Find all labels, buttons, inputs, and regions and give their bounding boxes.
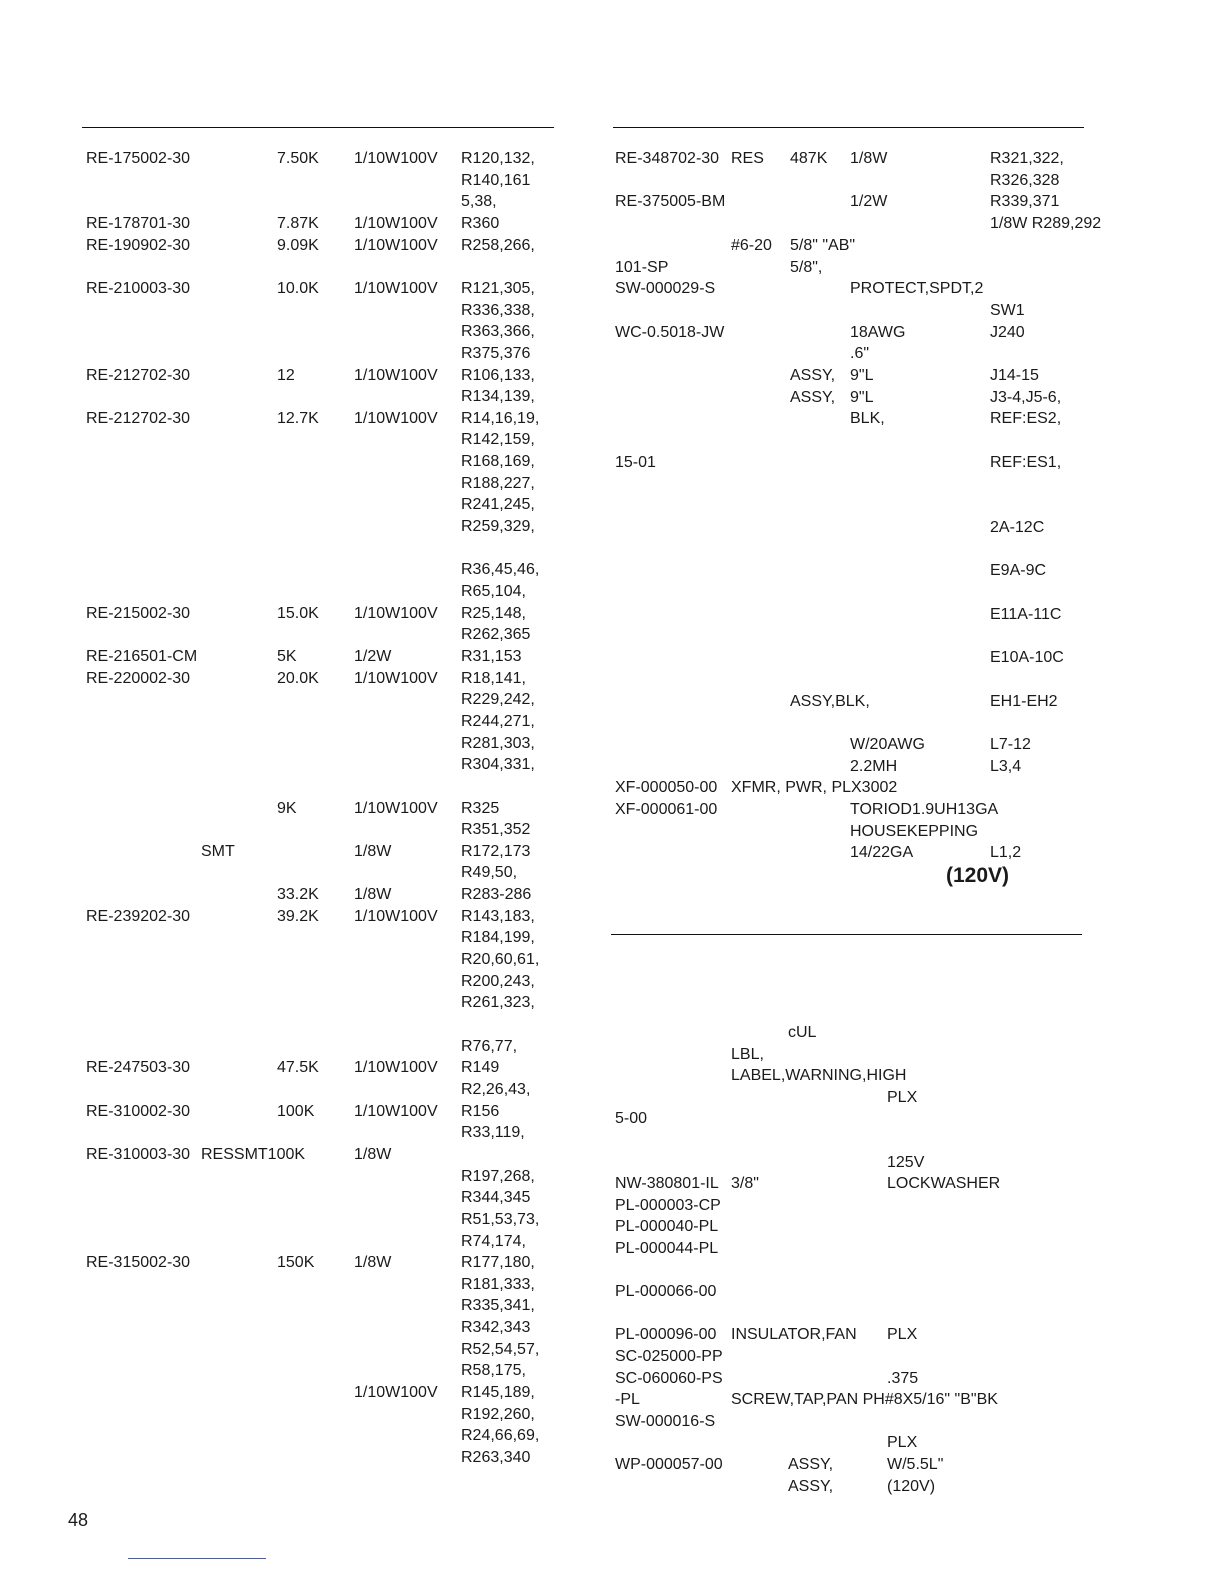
part-ref-text: R351,352 — [461, 821, 531, 839]
part-r-text: BLK, — [850, 410, 885, 428]
part-r-text: 1/10W100V — [354, 214, 438, 232]
part-p-text: SW-000016-S — [615, 1412, 716, 1430]
part-v-text: 9.09K — [277, 236, 319, 254]
part-r-text: 1/10W100V — [354, 907, 438, 925]
part-d-text: XFMR, PWR, PLX3002 — [731, 779, 898, 797]
part-v-text: cUL — [788, 1024, 817, 1041]
part-ref-text: R283-286 — [461, 886, 532, 904]
part-ref-text: R304,331, — [461, 756, 535, 774]
part-r-text: TORIOD1.9UH13GA — [850, 801, 999, 818]
part-ref-text: R244,271, — [461, 712, 535, 730]
part-r-text: 1/10W100V — [354, 409, 438, 427]
part-ref-text: R342,343 — [461, 1319, 531, 1337]
part-p-text: PL-000003-CP — [615, 1196, 721, 1214]
part-p-text: RE-215002-30 — [86, 604, 191, 622]
part-r-text: 9"L — [850, 388, 874, 406]
part-v-text: 5K — [277, 647, 297, 665]
part-ref-text: R25,148, — [461, 604, 526, 622]
left-header-rule — [82, 127, 554, 128]
part-ref-text: R336,338, — [461, 301, 535, 319]
part-v-text: ASSY, — [790, 367, 836, 384]
part-ref-text: R363,366, — [461, 323, 535, 341]
part-p-text: XF-000061-00 — [615, 801, 718, 818]
part-d-text: SCREW,TAP,PAN PH#8X5/16" "B"BK — [731, 1391, 998, 1409]
part-ref-text: R344,345 — [461, 1189, 531, 1207]
part-r-text: 1/8W — [354, 842, 392, 860]
part-p-text: 15-01 — [615, 453, 656, 471]
part-v-text: ASSY,BLK, — [790, 692, 870, 710]
part-r-text: PROTECT,SPDT,2 — [850, 280, 984, 298]
part-v-text: 39.2K — [277, 907, 319, 925]
part-v-text: 12.7K — [277, 409, 319, 427]
part-p-text: RE-210003-30 — [86, 279, 191, 297]
section-heading: (120V) — [946, 864, 1010, 887]
part-p-text: WP-000057-00 — [615, 1456, 723, 1473]
part-r-text: 1/10W100V — [354, 1102, 438, 1120]
part-v-text: ASSY, — [790, 388, 836, 406]
part-p-text: RE-375005-BM — [615, 193, 726, 211]
part-ref-text: R145,189, — [461, 1384, 535, 1402]
part-ref-text: EH1-EH2 — [990, 692, 1058, 710]
part-ref-text: 1/8W R289,292 — [990, 215, 1102, 233]
part-ref-text: R172,173 — [461, 842, 531, 860]
part-r-text: 1/10W100V — [354, 1384, 438, 1402]
part-r-text: 1/8W — [850, 150, 888, 167]
part-p-text: RE-178701-30 — [86, 214, 191, 232]
part-r-text: .375 — [887, 1369, 919, 1387]
part-p-text: NW-380801-IL — [615, 1175, 719, 1193]
part-ref-text: R325 — [461, 799, 500, 817]
part-ref-text: R360 — [461, 214, 500, 232]
part-r-text: 1/8W — [354, 886, 392, 904]
part-ref-text: R142,159, — [461, 431, 535, 449]
part-ref-text: L1,2 — [990, 844, 1022, 862]
part-r-text: PLX — [887, 1088, 918, 1106]
part-r-text: 18AWG — [850, 323, 906, 341]
part-p-text: RE-247503-30 — [86, 1059, 191, 1077]
part-ref-text: R375,376 — [461, 344, 531, 362]
part-p-text: RE-220002-30 — [86, 669, 191, 687]
part-ref-text: R197,268, — [461, 1167, 535, 1185]
part-r-text: 1/2W — [354, 647, 392, 665]
right-header-rule — [613, 127, 1084, 128]
part-p-text: -PL — [615, 1391, 640, 1409]
part-p-text: 101-SP — [615, 258, 669, 276]
footer-link-underline — [128, 1558, 266, 1559]
part-p-text: 5-00 — [615, 1110, 648, 1128]
part-ref-text: R76,77, — [461, 1037, 518, 1055]
part-r-text: 1/10W100V — [354, 669, 438, 687]
part-ref-text: R121,305, — [461, 279, 535, 297]
part-v-text: 47.5K — [277, 1059, 319, 1077]
part-ref-text: R49,50, — [461, 864, 518, 882]
part-r-text: 1/8W — [354, 1254, 392, 1272]
part-ref-text: R51,53,73, — [461, 1210, 540, 1228]
part-r-text: 1/10W100V — [354, 604, 438, 622]
part-v-text: 7.50K — [277, 150, 319, 167]
part-v-text: 5/8", — [790, 258, 823, 276]
part-ref-text: R263,340 — [461, 1449, 531, 1466]
part-ref-text: R143,183, — [461, 907, 535, 925]
part-ref-text: R261,323, — [461, 994, 535, 1012]
part-ref-text: R18,141, — [461, 669, 526, 687]
part-ref-text: R188,227, — [461, 474, 535, 492]
part-r-text: 1/10W100V — [354, 150, 438, 167]
part-ref-text: SW1 — [990, 301, 1025, 319]
part-ref-text: L3,4 — [990, 757, 1022, 775]
part-ref-text: REF:ES1, — [990, 453, 1062, 471]
part-p-text: PL-000066-00 — [615, 1283, 717, 1301]
part-v-text: 15.0K — [277, 604, 319, 622]
part-ref-text: R168,169, — [461, 453, 535, 471]
part-ref-text: R120,132, — [461, 150, 535, 167]
part-ref-text: E9A-9C — [990, 562, 1047, 580]
part-v-text: 9K — [277, 799, 297, 817]
part-ref-text: R24,66,69, — [461, 1427, 540, 1445]
part-r-text: 1/10W100V — [354, 1059, 438, 1077]
part-ref-text: J3-4,J5-6, — [990, 388, 1062, 406]
part-ref-text: R321,322, — [990, 150, 1064, 167]
part-v-text: 33.2K — [277, 886, 319, 904]
page-number: 48 — [68, 1510, 89, 1530]
part-ref-text: R106,133, — [461, 366, 535, 384]
part-p-text: RE-348702-30 — [615, 150, 720, 167]
part-ref-text: R200,243, — [461, 972, 535, 990]
part-ref-text: R156 — [461, 1102, 500, 1120]
part-d-text: INSULATOR,FAN — [731, 1326, 857, 1344]
part-p-text: XF-000050-00 — [615, 779, 718, 797]
part-ref-text: R192,260, — [461, 1405, 535, 1423]
part-d-text: RESSMT100K — [201, 1145, 306, 1163]
part-r-text: LOCKWASHER — [887, 1175, 1001, 1193]
part-ref-text: E11A-11C — [990, 605, 1062, 623]
part-ref-text: 5,38, — [461, 193, 497, 211]
part-v-text: 487K — [790, 150, 828, 167]
part-ref-text: L7-12 — [990, 735, 1031, 753]
part-r-text: W/20AWG — [850, 735, 925, 753]
part-p-text: RE-175002-30 — [86, 150, 191, 167]
part-ref-text: J240 — [990, 323, 1025, 341]
part-ref-text: R181,333, — [461, 1275, 535, 1293]
part-d-text: LBL, — [731, 1045, 764, 1063]
part-v-text: 7.87K — [277, 214, 319, 232]
part-p-text: SC-025000-PP — [615, 1348, 723, 1365]
part-ref-text: 2A-12C — [990, 518, 1045, 536]
part-ref-text: R149 — [461, 1059, 500, 1077]
part-ref-text: R52,54,57, — [461, 1340, 540, 1358]
part-p-text: SC-060060-PS — [615, 1369, 723, 1387]
part-ref-text: R33,119, — [461, 1124, 525, 1142]
part-p-text: RE-310003-30 — [86, 1145, 191, 1163]
part-ref-text: R20,60,61, — [461, 951, 540, 969]
part-p-text: PL-000040-PL — [615, 1218, 719, 1236]
part-v-text: 5/8" "AB" — [790, 236, 856, 254]
part-r-text: 1/10W100V — [354, 279, 438, 297]
part-p-text: RE-310002-30 — [86, 1102, 191, 1120]
part-r-text: W/5.5L" — [887, 1456, 944, 1473]
part-ref-text: R134,139, — [461, 388, 535, 406]
part-p-text: SW-000029-S — [615, 280, 716, 298]
part-v-text: 100K — [277, 1102, 315, 1120]
part-ref-text: R36,45,46, — [461, 561, 540, 579]
part-ref-text: R339,371 — [990, 193, 1060, 211]
part-ref-text: R335,341, — [461, 1297, 535, 1315]
part-v-text: 12 — [277, 366, 295, 384]
part-r-text: 14/22GA — [850, 844, 914, 862]
part-ref-text: E10A-10C — [990, 649, 1064, 667]
part-v-text: 10.0K — [277, 279, 319, 297]
part-ref-text: R58,175, — [461, 1362, 526, 1380]
part-r-text: 2.2MH — [850, 757, 898, 775]
part-ref-text: R259,329, — [461, 518, 535, 536]
part-ref-text: R140,161 — [461, 171, 531, 189]
part-p-text: RE-212702-30 — [86, 366, 191, 384]
part-v-text: ASSY, — [788, 1477, 834, 1495]
part-p-text: PL-000096-00 — [615, 1326, 717, 1344]
part-r-text: 125V — [887, 1153, 925, 1171]
part-d-text: RES — [731, 150, 764, 167]
part-d-text: #6-20 — [731, 236, 772, 254]
part-d-text: SMT — [201, 842, 235, 860]
part-p-text: WC-0.5018-JW — [615, 323, 725, 341]
part-ref-text: R326,328 — [990, 171, 1060, 189]
part-ref-text: REF:ES2, — [990, 410, 1062, 428]
part-d-text: LABEL,WARNING,HIGH — [731, 1067, 907, 1085]
part-p-text: RE-315002-30 — [86, 1254, 191, 1272]
part-r-text: 1/8W — [354, 1145, 392, 1163]
part-ref-text: R74,174, — [461, 1232, 526, 1250]
part-ref-text: R229,242, — [461, 691, 535, 709]
part-ref-text: R177,180, — [461, 1254, 535, 1272]
part-v-text: 20.0K — [277, 669, 319, 687]
part-r-text: PLX — [887, 1434, 918, 1452]
part-ref-text: R258,266, — [461, 236, 535, 254]
part-r-text: .6" — [850, 345, 870, 363]
part-ref-text: R14,16,19, — [461, 409, 540, 427]
part-r-text: 1/2W — [850, 193, 888, 211]
part-r-text: 1/10W100V — [354, 799, 438, 817]
part-ref-text: J14-15 — [990, 367, 1039, 384]
part-ref-text: R262,365 — [461, 626, 531, 644]
part-p-text: RE-212702-30 — [86, 409, 191, 427]
part-ref-text: R31,153 — [461, 647, 522, 665]
right-section-rule — [611, 934, 1082, 935]
part-p-text: RE-239202-30 — [86, 907, 191, 925]
part-r-text: 1/10W100V — [354, 236, 438, 254]
part-r-text: 1/10W100V — [354, 366, 438, 384]
part-v-text: 150K — [277, 1254, 315, 1272]
part-ref-text: R241,245, — [461, 496, 535, 514]
part-ref-text: R281,303, — [461, 734, 535, 752]
part-d-text: 3/8" — [731, 1175, 759, 1193]
part-r-text: HOUSEKEPPING — [850, 822, 979, 840]
part-ref-text: R2,26,43, — [461, 1080, 531, 1098]
part-r-text: PLX — [887, 1326, 918, 1344]
part-v-text: ASSY, — [788, 1456, 834, 1473]
part-r-text: (120V) — [887, 1477, 936, 1495]
part-r-text: 9"L — [850, 367, 874, 384]
part-ref-text: R184,199, — [461, 929, 535, 947]
part-p-text: RE-216501-CM — [86, 647, 198, 665]
part-ref-text: R65,104, — [461, 583, 526, 600]
part-p-text: RE-190902-30 — [86, 236, 191, 254]
part-p-text: PL-000044-PL — [615, 1240, 719, 1257]
